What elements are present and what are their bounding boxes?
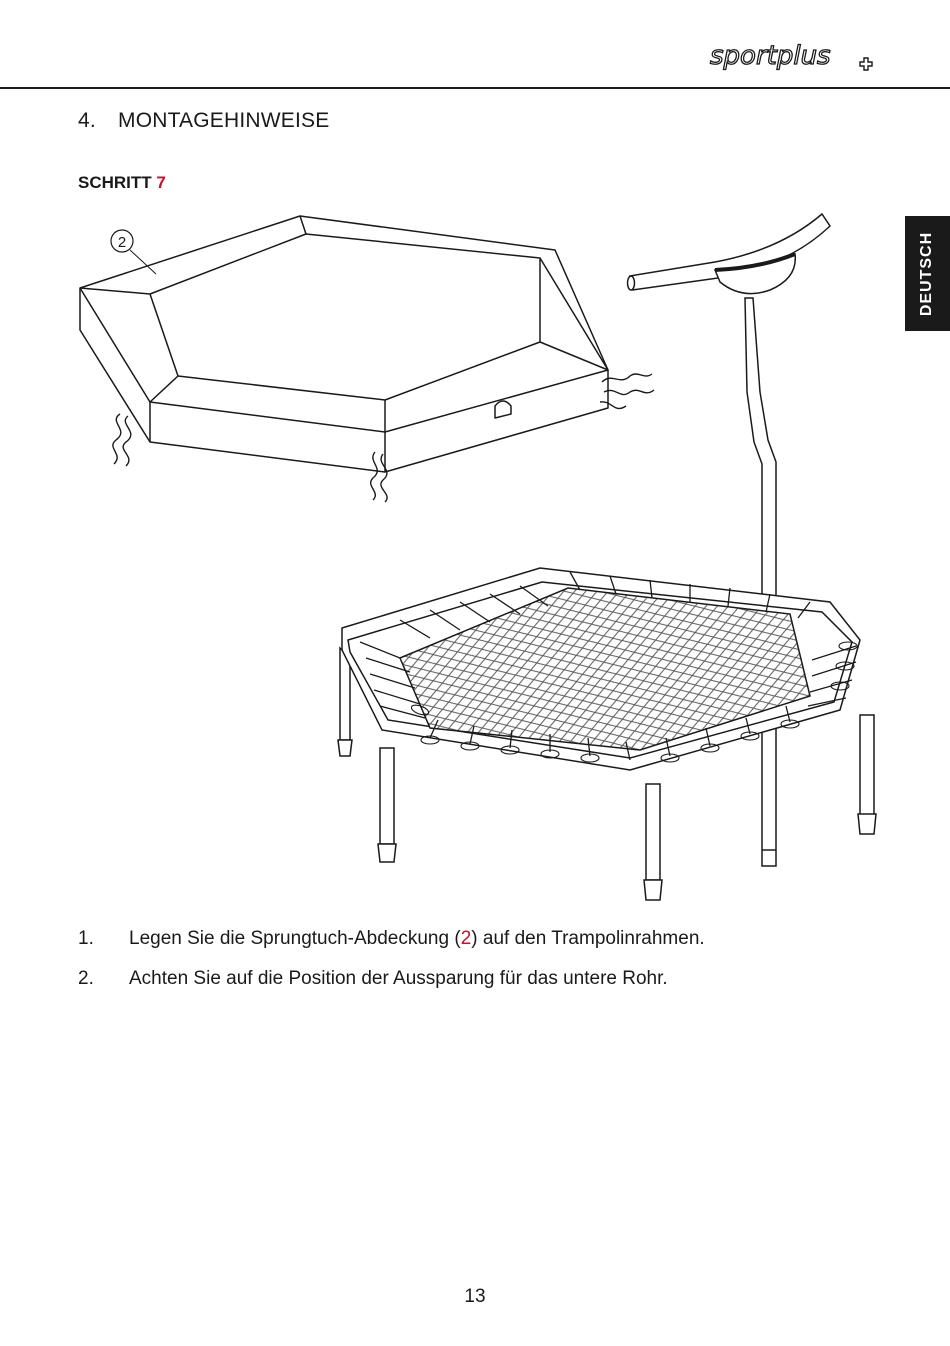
callout-2: [111, 230, 156, 274]
header-rule: [0, 87, 950, 89]
instruction-number: 1.: [78, 928, 94, 949]
instruction-text: Legen Sie die Sprungtuch-Abdeckung (2) auf den Trampolinrahmen.: [129, 928, 705, 949]
step-label: SCHRITT: [78, 173, 152, 192]
assembly-illustration: [70, 210, 880, 910]
step-title: [78, 173, 166, 193]
step-number: 7: [156, 173, 166, 192]
section-title: [78, 109, 329, 133]
svg-text:2: 2: [117, 234, 127, 251]
part-ref: 2: [460, 928, 472, 949]
trampoline: [338, 568, 876, 900]
svg-text:sportplus: sportplus: [710, 41, 831, 71]
sportplus-logo: [708, 36, 878, 78]
page-number: 13: [464, 1286, 486, 1307]
instruction-text: Achten Sie auf die Position der Aussparung für das untere Rohr.: [129, 968, 668, 989]
handlebar: [628, 214, 831, 866]
cover-pad: [80, 216, 608, 472]
section-title-text: MONTAGEHINWEISE: [118, 109, 330, 132]
section-number: 4.: [78, 109, 96, 132]
language-tab: [905, 216, 950, 331]
instruction-number: 2.: [78, 968, 94, 989]
language-tab-label: DEUTSCH: [918, 231, 936, 316]
